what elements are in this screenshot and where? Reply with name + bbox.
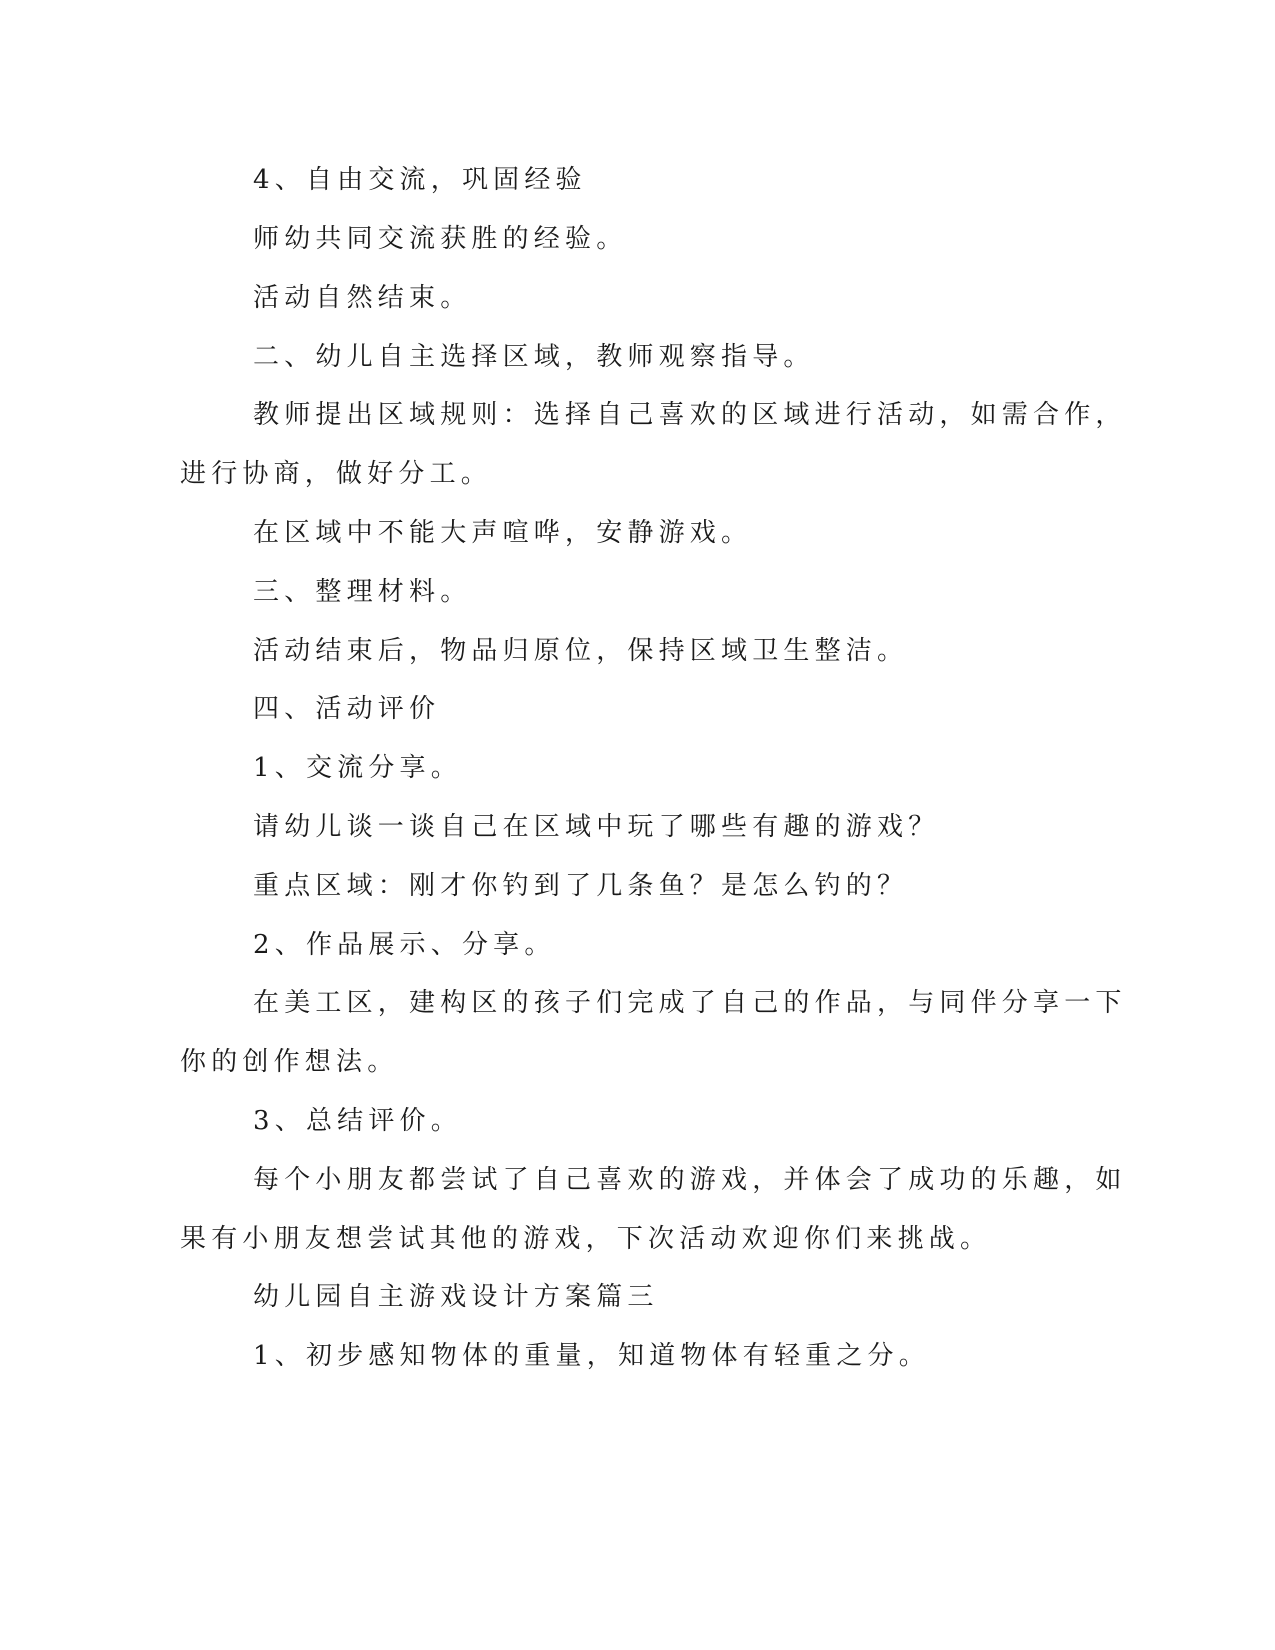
paragraph-line: 教师提出区域规则：选择自己喜欢的区域进行活动，如需合作， <box>253 400 1127 430</box>
paragraph-line: 你的创作想法。 <box>180 1047 399 1077</box>
subsection-heading: 2、作品展示、分享。 <box>253 930 556 960</box>
section-heading: 三、整理材料。 <box>253 577 472 607</box>
paragraph-line: 1、初步感知物体的重量，知道物体有轻重之分。 <box>253 1341 930 1371</box>
section-title: 幼儿园自主游戏设计方案篇三 <box>253 1282 659 1312</box>
section-heading: 二、幼儿自主选择区域，教师观察指导。 <box>253 342 815 372</box>
subsection-heading: 3、总结评价。 <box>253 1106 462 1136</box>
section-heading: 四、活动评价 <box>253 694 441 724</box>
paragraph-line: 果有小朋友想尝试其他的游戏，下次活动欢迎你们来挑战。 <box>180 1224 992 1254</box>
paragraph-line: 每个小朋友都尝试了自己喜欢的游戏，并体会了成功的乐趣，如 <box>253 1165 1127 1195</box>
paragraph-line: 师幼共同交流获胜的经验。 <box>253 224 628 254</box>
paragraph-line: 活动结束后，物品归原位，保持区域卫生整洁。 <box>253 636 909 666</box>
paragraph-line: 4、自由交流，巩固经验 <box>253 165 587 195</box>
paragraph-line: 活动自然结束。 <box>253 283 472 313</box>
paragraph-line: 请幼儿谈一谈自己在区域中玩了哪些有趣的游戏？ <box>253 812 940 842</box>
paragraph-line: 在区域中不能大声喧哗，安静游戏。 <box>253 518 753 548</box>
paragraph-line: 重点区域：刚才你钓到了几条鱼？是怎么钓的？ <box>253 871 909 901</box>
paragraph-line: 在美工区，建构区的孩子们完成了自己的作品，与同伴分享一下 <box>253 988 1127 1018</box>
subsection-heading: 1、交流分享。 <box>253 753 462 783</box>
paragraph-line: 进行协商，做好分工。 <box>180 459 493 489</box>
